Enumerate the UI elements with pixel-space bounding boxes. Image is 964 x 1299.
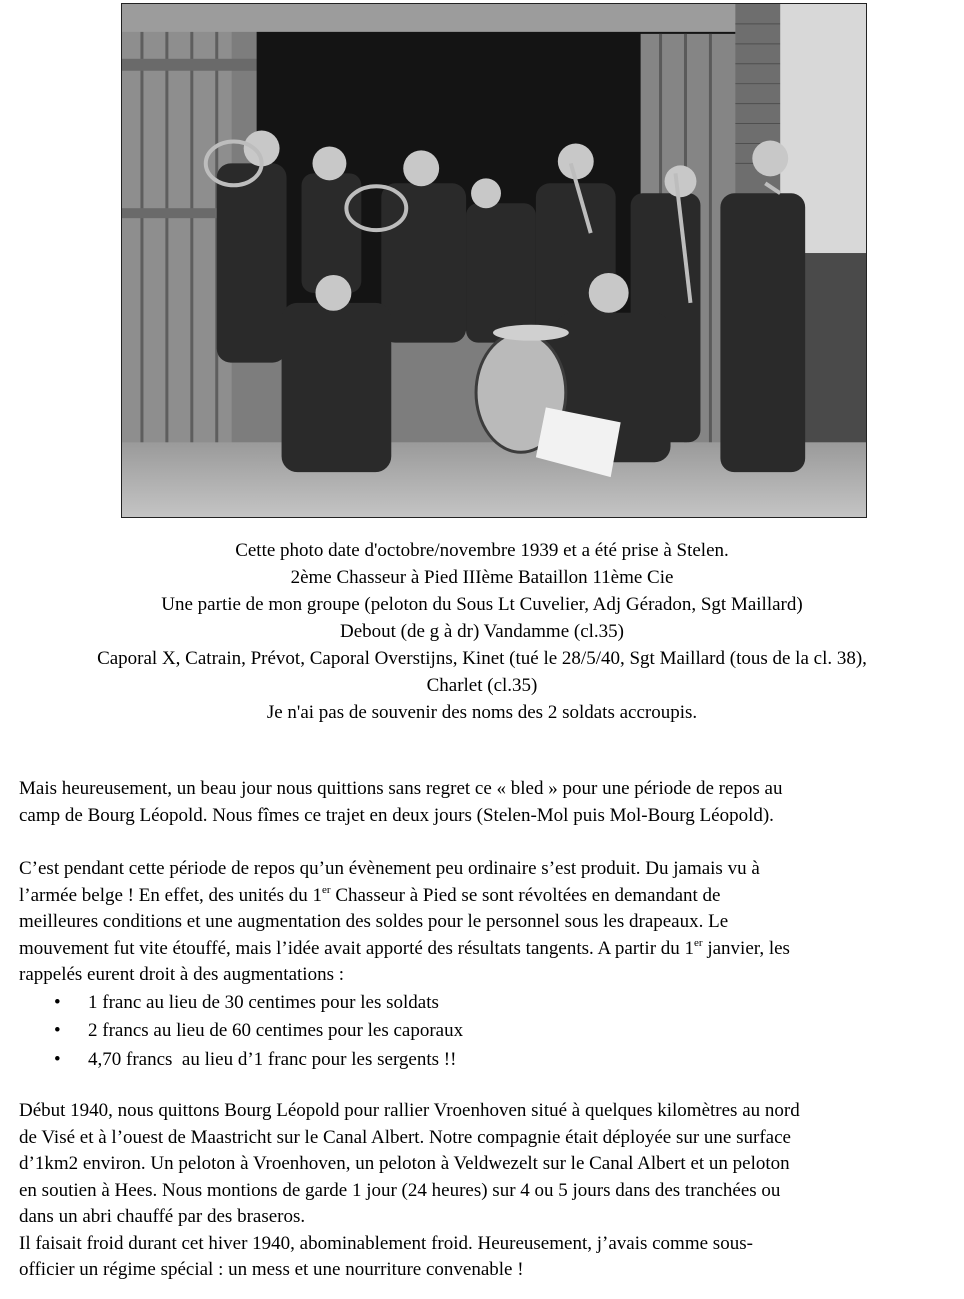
caption-line: Charlet (cl.35) [426,675,538,696]
list-item [19,1046,964,1075]
paragraph-vroenhoven [19,1098,964,1284]
caption-line: Cette photo date d'octobre/novembre 1939 et a été prise à Stelen. [235,540,729,561]
paragraph-revolt [19,856,964,1074]
text-line: C’est pendant cette période de repos qu’un évènement peu ordinaire s’est produit. Du jamais vu à [19,858,760,879]
caption-line: Caporal X, Catrain, Prévot, Caporal Overstijns, Kinet (tué le 28/5/40, Sgt Maillard (tous de la cl. 38), [97,648,867,669]
text-line: Début 1940, nous quittons Bourg Léopold pour rallier Vroenhoven situé à quelques kilomètres au nord [19,1100,800,1121]
text-line [19,936,964,963]
text-line: meilleures conditions et une augmentation des soldes pour le personnel sous les drapeaux. Le [19,911,729,932]
text-segment: janvier, les [702,937,790,959]
photo-illustration [122,4,866,517]
text-line: de Visé et à l’ouest de Maastricht sur le Canal Albert. Notre compagnie était déployée sur une surface [19,1126,791,1148]
superscript: er [322,883,331,896]
bullet-icon: • [54,1020,61,1041]
text-line: Mais heureusement, un beau jour nous quittions sans regret ce « bled » pour une période de repos au [19,778,783,799]
text-line: officier un régime spécial : un mess et une nourriture convenable ! [19,1259,524,1280]
bullet-icon: • [54,991,61,1013]
list-item-text: 4,70 francs au lieu d’1 franc pour les sergents !! [88,1048,457,1070]
text-line: en soutien à Hees. Nous montions de garde 1 jour (24 heures) sur 4 ou 5 jours dans des tranchées ou [19,1179,781,1201]
paragraph-bourg-leopold [19,776,964,829]
list-item-text: 1 franc au lieu de 30 centimes pour les soldats [88,991,439,1013]
text-line: rappelés eurent droit à des augmentations : [19,964,345,985]
text-line: Il faisait froid durant cet hiver 1940, abominablement froid. Heureusement, j’avais comme sous- [19,1232,753,1254]
caption-line: 2ème Chasseur à Pied IIIème Bataillon 11ème Cie [290,567,674,588]
caption-line: Je n'ai pas de souvenir des noms des 2 soldats accroupis. [266,702,698,723]
text-segment: mouvement fut vite étouffé, mais l’idée avait apporté des résultats tangents. A partir du 1 [19,937,695,959]
pay-raise-list [19,989,964,1075]
bullet-icon: • [54,1048,61,1070]
photo-caption [0,537,964,726]
superscript: er [694,936,703,949]
caption-line: Une partie de mon groupe (peloton du Sous Lt Cuvelier, Adj Géradon, Sgt Maillard) [161,594,803,615]
text-line: d’1km2 environ. Un peloton à Vroenhoven, un peloton à Veldwezelt sur le Canal Albert et un peloton [19,1153,790,1174]
text-line: camp de Bourg Léopold. Nous fîmes ce trajet en deux jours (Stelen-Mol puis Mol-Bourg Léopold). [19,804,774,826]
text-segment: l’armée belge ! En effet, des unités du 1 [19,884,323,906]
text-line: dans un abri chauffé par des braseros. [19,1206,306,1227]
text-line [19,883,964,910]
list-item [19,989,964,1018]
historical-photo [121,3,867,518]
caption-line: Debout (de g à dr) Vandamme (cl.35) [339,621,625,642]
text-segment: Chasseur à Pied se sont révoltées en demandant de [330,884,721,906]
list-item [19,1017,964,1046]
list-item-text: 2 francs au lieu de 60 centimes pour les caporaux [88,1020,464,1041]
